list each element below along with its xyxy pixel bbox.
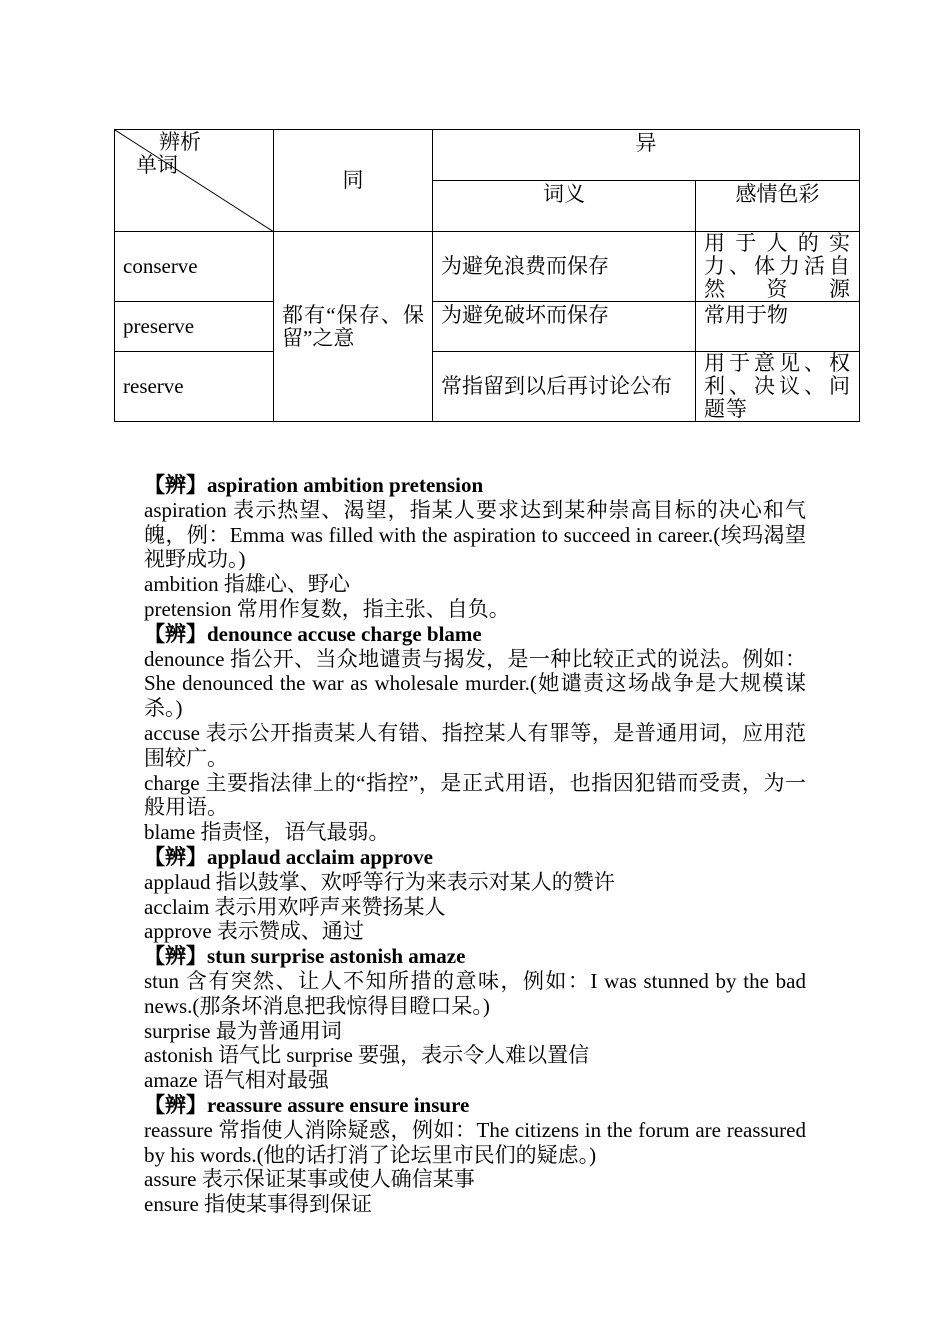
note-line: approve 表示赞成、通过: [144, 919, 364, 944]
diagonal-header-cell: [115, 130, 274, 232]
meaning-cell: 常指留到以后再讨论公布: [433, 352, 696, 422]
note-line: assure 表示保证某事或使人确信某事: [144, 1167, 475, 1192]
header-word: 单词: [136, 153, 178, 177]
emotion-cell: 用于意见、权利、决议、问题等: [696, 352, 860, 422]
section-heading: 【辨】stun surprise astonish amaze: [144, 944, 466, 969]
note-line: acclaim 表示用欢呼声来赞扬某人: [144, 894, 446, 919]
note-line: blame 指责怪，语气最弱。: [144, 820, 390, 845]
header-different: 异: [433, 130, 860, 181]
header-emotion: 感情色彩: [696, 181, 860, 232]
meaning-cell: 为避免破坏而保存: [433, 302, 696, 352]
note-line: reassure 常指使人消除疑惑，例如：The citizens in the forum are reassured by his words.(他的话打消了论坛里市民们的疑虑。): [144, 1117, 806, 1167]
comparison-table-container: [114, 129, 859, 421]
shared-meaning-cell: 都有“保存、保留”之意: [274, 232, 433, 422]
note-line: ambition 指雄心、野心: [144, 572, 350, 597]
header-meaning: 词义: [433, 181, 696, 232]
note-line: applaud 指以鼓掌、欢呼等行为来表示对某人的赞许: [144, 869, 615, 894]
note-line: denounce 指公开、当众地谴责与揭发，是一种比较正式的说法。例如：She denounced the war as wholesale murder.(她谴责这场战争是大规模谋杀。): [144, 646, 806, 721]
header-analysis: 辨析: [159, 130, 201, 154]
word-cell: conserve: [115, 232, 274, 302]
note-line: astonish 语气比 surprise 要强，表示令人难以置信: [144, 1043, 590, 1068]
emotion-cell: 常用于物: [696, 302, 860, 352]
section-heading: 【辨】applaud acclaim approve: [144, 844, 433, 869]
section-heading: 【辨】reassure assure ensure insure: [144, 1092, 470, 1117]
word-cell: preserve: [115, 302, 274, 352]
section-heading: 【辨】denounce accuse charge blame: [144, 621, 482, 646]
meaning-cell: 为避免浪费而保存: [433, 232, 696, 302]
note-line: charge 主要指法律上的“指控”，是正式用语，也指因犯错而受责，为一般用语。: [144, 770, 806, 820]
note-line: aspiration 表示热望、渴望，指某人要求达到某种崇高目标的决心和气魄，例：Emma was filled with the aspiration to succeed in career.(埃玛渴望视野成功。): [144, 497, 806, 572]
note-line: pretension 常用作复数，指主张、自负。: [144, 596, 510, 621]
section-heading: 【辨】aspiration ambition pretension: [144, 473, 484, 497]
distinction-notes: [144, 473, 806, 1217]
header-same: 同: [274, 130, 433, 232]
note-line: amaze 语气相对最强: [144, 1068, 329, 1093]
word-cell: reserve: [115, 352, 274, 422]
note-line: stun 含有突然、让人不知所措的意味，例如：I was stunned by the bad news.(那条坏消息把我惊得目瞪口呆。): [144, 968, 806, 1018]
note-line: surprise 最为普通用词: [144, 1018, 342, 1043]
note-line: ensure 指使某事得到保证: [144, 1192, 373, 1217]
note-line: accuse 表示公开指责某人有错、指控某人有罪等，是普通用词，应用范围较广。: [144, 720, 806, 770]
comparison-table: [114, 129, 860, 422]
emotion-cell: 用于人的实力、体力活自然资源: [696, 232, 860, 302]
